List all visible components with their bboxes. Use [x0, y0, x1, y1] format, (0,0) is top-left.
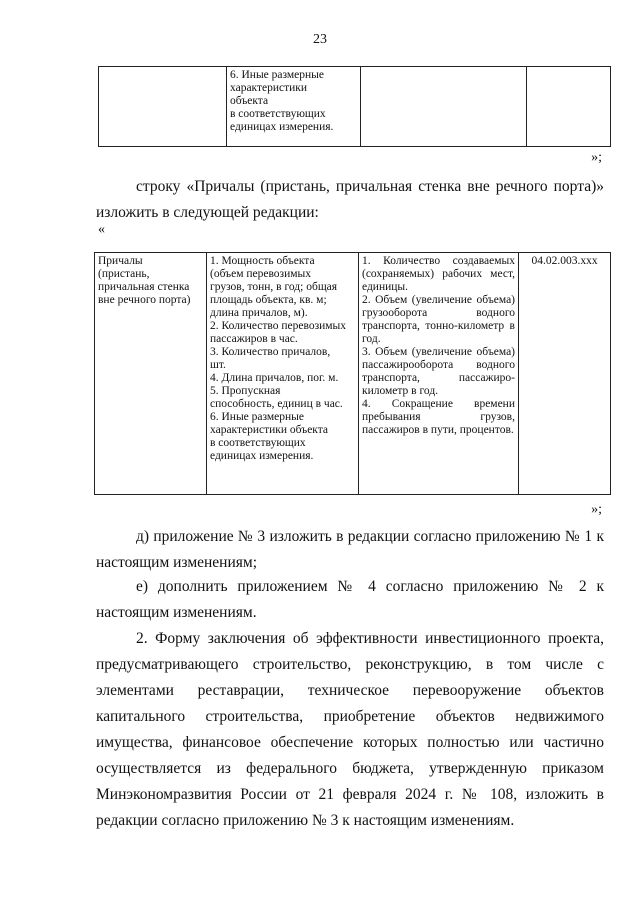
moorings-characteristics-text: 1. Мощность объекта (объем перевозимых грузов, тонн, в год; общая площадь объекта, кв. м; длина причалов, м). 2. Количество перевозимых пассажиров в час. 3. Количество причалов, шт. 4. Длина причалов, пог. м. 5. Пропускная способность, единиц в час. 6. Иные размерные характеристики объекта в соответствующих единицах измерения.: [210, 255, 347, 462]
paragraph-d: [96, 524, 604, 576]
moorings-characteristics-cell: [207, 253, 359, 495]
paragraph-2-text: 2. Форму заключения об эффективности инвестиционного проекта, предусматривающего строительство, реконструкцию, в том числе с элементами реставрации, техническое перевооружение объектов капитального строительства, приобретение объектов недвижимого имущества, финансовое обеспечение которых полностью или частично осуществляется из федерального бюджета, утвержденную приказом Минэкономразвития России от 21 февраля 2024 г. № 108, изложить в редакции согласно приложению № 3 к настоящим изменениям.: [96, 630, 604, 829]
paragraph-d-text: д) приложение № 3 изложить в редакции согласно приложению № 1 к настоящим изменениям;: [96, 528, 604, 571]
top-table-cell-1: [99, 67, 227, 147]
paragraph-e: [96, 574, 604, 626]
moorings-code-cell: [519, 253, 611, 495]
top-table-cell-2: [227, 67, 361, 147]
opening-quote: «: [98, 222, 105, 237]
top-table-cell-2-text: 6. Иные размерные характеристики объекта в соответствующих единицах измерения.: [230, 69, 334, 133]
page-number: 23: [313, 32, 327, 47]
paragraph-2: [96, 626, 604, 834]
moorings-name-cell: [95, 253, 207, 495]
top-table-fragment: [98, 66, 611, 147]
paragraph-stroku: [96, 174, 604, 226]
moorings-indicators-cell: [359, 253, 519, 495]
closing-quote-1: »;: [591, 150, 602, 165]
closing-quote-2: »;: [591, 502, 602, 517]
moorings-indicators-text: 1. Количество создаваемых (сохраняемых) рабочих мест, единицы. 2. Объем (увеличение объема) грузооборота водного транспорта, тонно-километр в год. 3. Объем (увеличение объема) пассажирооборота водного транспорта, пассажиро-километр в год. 4. Сокращение времени пребывания грузов, пассажиров в пути, процентов.: [362, 255, 515, 436]
top-table-cell-3: [361, 67, 527, 147]
paragraph-e-text: е) дополнить приложением № 4 согласно приложению № 2 к настоящим изменениям.: [96, 578, 604, 621]
top-table-cell-4: [527, 67, 611, 147]
moorings-name-text: Причалы (пристань, причальная стенка вне речного порта): [98, 255, 191, 306]
paragraph-stroku-text: строку «Причалы (пристань, причальная стенка вне речного порта)» изложить в следующей редакции:: [96, 178, 604, 221]
moorings-code-text: 04.02.003.ххх: [531, 255, 598, 267]
moorings-table: [94, 252, 611, 495]
